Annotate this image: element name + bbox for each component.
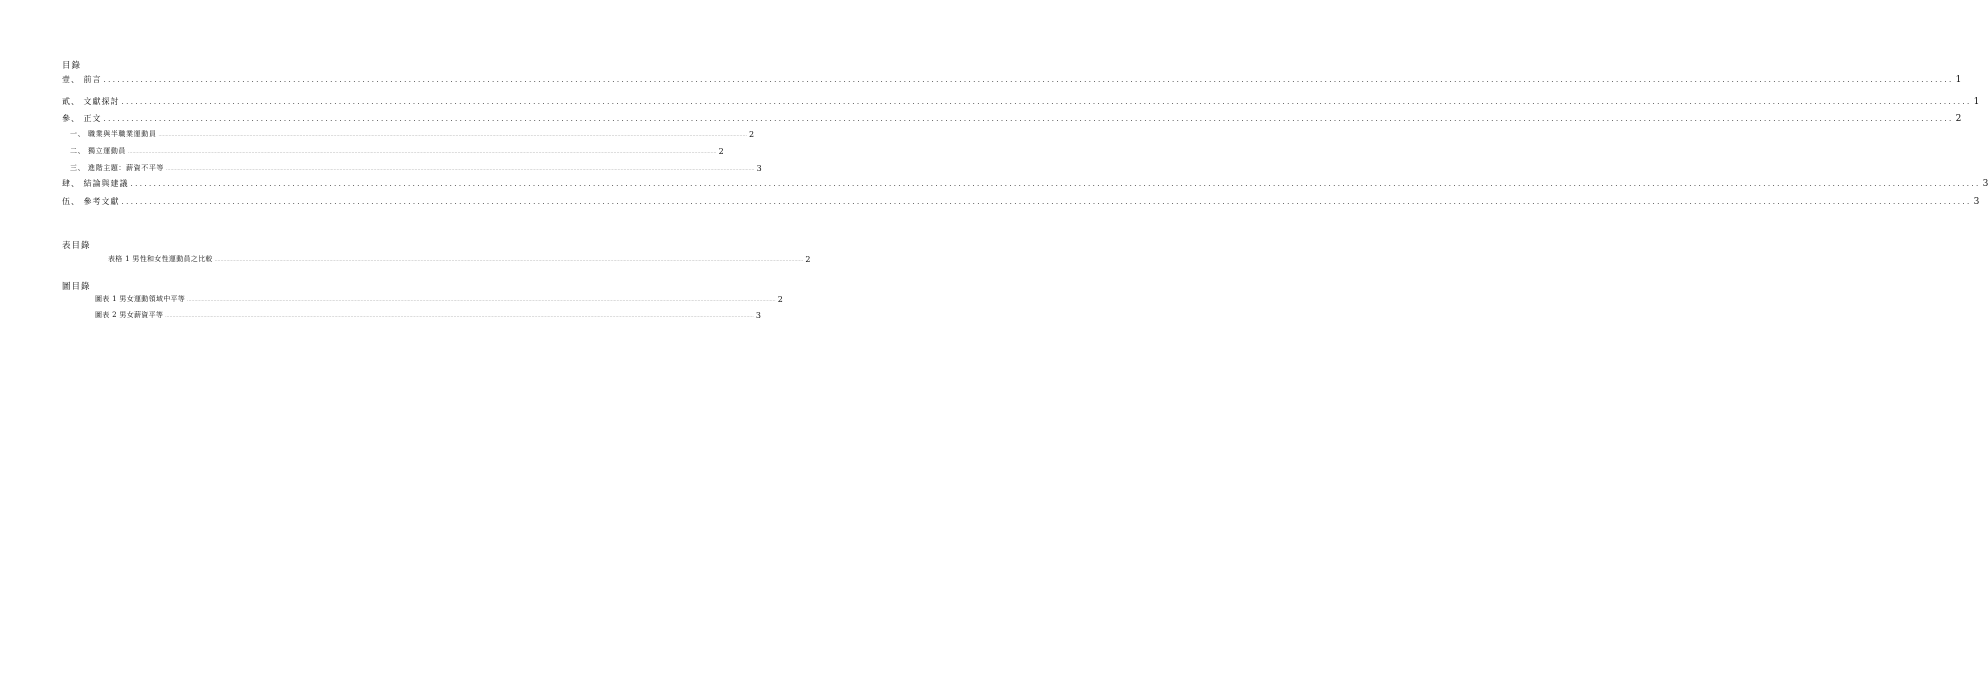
- toc-entry-label: 伍、 參考文獻: [62, 197, 120, 206]
- toc-leader-dots: ................................................................................................................................................................................................................................................................................................................................................................................................................: [103, 76, 1954, 84]
- toc-entry-label: 貳、 文獻探討: [62, 97, 120, 106]
- toc-leader-dots: ................................................................................................................................................................................................................................................................................................................................................................................................................: [128, 149, 717, 154]
- table-list-title: 表目錄: [62, 241, 91, 251]
- table-list-entry-label: 表格 1 男性和女性運動員之比較: [108, 255, 213, 263]
- table-list-entry-page: 2: [805, 255, 811, 264]
- toc-entry[interactable]: [62, 96, 1980, 108]
- toc-entry-page: 3: [756, 164, 762, 173]
- toc-leader-dots: ................................................................................................................................................................................................................................................................................................................................................................................................................: [121, 198, 1972, 206]
- figure-list-entry[interactable]: [95, 294, 783, 305]
- toc-entry[interactable]: [62, 113, 1962, 125]
- toc-entry-label: 二、 獨立運動員: [70, 147, 127, 155]
- toc-entry-page: 1: [1973, 97, 1980, 107]
- toc-leader-dots: ................................................................................................................................................................................................................................................................................................................................................................................................................: [121, 98, 1972, 106]
- toc-leader-dots: ................................................................................................................................................................................................................................................................................................................................................................................................................: [214, 257, 804, 262]
- toc-title: 目錄: [62, 61, 82, 71]
- toc-entry-label: 壹、 前言: [62, 75, 102, 84]
- table-list-entry[interactable]: [108, 254, 811, 265]
- toc-entry[interactable]: [62, 178, 1988, 190]
- toc-entry-page: 1: [1955, 75, 1962, 85]
- toc-leader-dots: ................................................................................................................................................................................................................................................................................................................................................................................................................: [187, 297, 776, 302]
- toc-entry-page: 2: [1955, 114, 1962, 124]
- toc-entry-label: 三、 進階主題：薪資不平等: [70, 164, 165, 172]
- toc-leader-dots: ................................................................................................................................................................................................................................................................................................................................................................................................................: [165, 313, 754, 318]
- figure-list-entry-label: 圖表 1 男女運動領域中平等: [95, 295, 186, 303]
- toc-entry[interactable]: [62, 196, 1980, 208]
- toc-entry-page: 2: [718, 147, 724, 156]
- toc-entry-label: 參、 正文: [62, 114, 102, 123]
- figure-list-entry-label: 圖表 2 男女薪資平等: [95, 311, 164, 319]
- figure-list-title: 圖目錄: [62, 282, 91, 292]
- toc-entry-page: 2: [749, 130, 755, 139]
- toc-leader-dots: ................................................................................................................................................................................................................................................................................................................................................................................................................: [103, 115, 1954, 123]
- toc-leader-dots: ................................................................................................................................................................................................................................................................................................................................................................................................................: [166, 166, 755, 171]
- toc-subentry[interactable]: [70, 163, 762, 174]
- toc-subentry[interactable]: [70, 129, 755, 140]
- figure-list-entry-page: 3: [755, 311, 761, 320]
- toc-leader-dots: ................................................................................................................................................................................................................................................................................................................................................................................................................: [130, 180, 1981, 188]
- figure-list-entry[interactable]: [95, 310, 761, 321]
- toc-subentry[interactable]: [70, 146, 724, 157]
- toc-entry[interactable]: [62, 74, 1962, 86]
- toc-entry-label: 肆、 結論與建議: [62, 179, 129, 188]
- toc-leader-dots: ................................................................................................................................................................................................................................................................................................................................................................................................................: [158, 132, 748, 137]
- toc-entry-page: 3: [1982, 179, 1988, 189]
- toc-entry-label: 一、 職業與半職業運動員: [70, 130, 157, 138]
- figure-list-entry-page: 2: [777, 295, 783, 304]
- toc-entry-page: 3: [1973, 197, 1980, 207]
